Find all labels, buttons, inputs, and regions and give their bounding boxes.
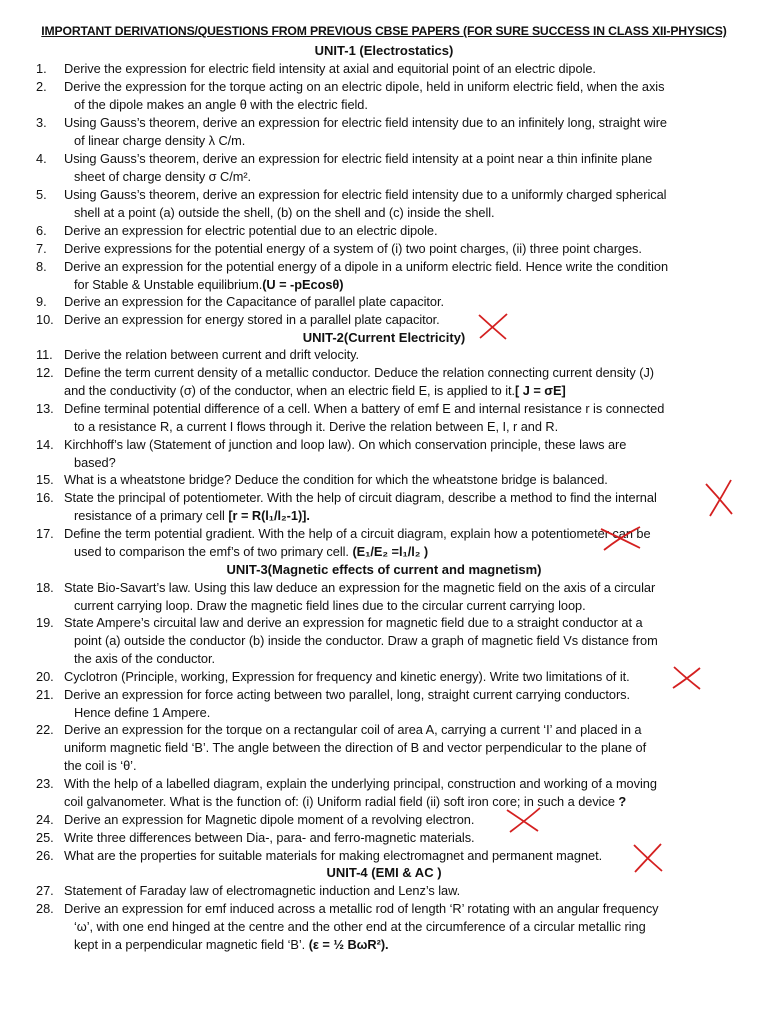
formula: (U = -pEcosθ) [262, 276, 344, 292]
question-number: 13. [36, 401, 54, 416]
question-21 [36, 686, 732, 722]
question-25 [36, 829, 732, 847]
question-number: 16. [36, 490, 54, 505]
cross-mark-icon [476, 312, 510, 342]
question-7 [36, 240, 732, 258]
question-number: 23. [36, 776, 54, 791]
question-number: 21. [36, 687, 54, 702]
cross-mark-icon [702, 478, 736, 518]
question-text-cont: and the conductivity (σ) of the conductor, when an electric field E, is applied to it. [64, 382, 516, 398]
question-6 [36, 222, 732, 240]
question-text: What are the properties for suitable materials for making electromagnet and permanent magnet. [64, 848, 603, 863]
question-number: 7. [36, 241, 47, 256]
question-text-cont: for Stable & Unstable equilibrium. [74, 276, 263, 292]
question-text: Using Gauss’s theorem, derive an expression for electric field intensity due to a uniformly charged spherical [64, 187, 667, 202]
question-number: 17. [36, 526, 54, 541]
question-text: Write three differences between Dia-, para- and ferro-magnetic materials. [64, 830, 475, 845]
question-text-cont: of the dipole makes an angle θ with the electric field. [74, 96, 368, 112]
question-14 [36, 436, 732, 472]
question-text-cont: of linear charge density λ C/m. [74, 132, 246, 148]
question-text: Derive an expression for Magnetic dipole moment of a revolving electron. [64, 812, 475, 827]
question-text: Derive the expression for the torque acting on an electric dipole, held in uniform electric field, when the axis [64, 79, 665, 94]
question-number: 5. [36, 187, 47, 202]
question-10 [36, 311, 732, 329]
question-text-cont: shell at a point (a) outside the shell, (b) on the shell and (c) inside the shell. [74, 204, 495, 220]
question-number: 8. [36, 259, 47, 274]
formula: ? [618, 793, 627, 809]
cross-mark-icon [598, 524, 644, 552]
question-number: 9. [36, 294, 47, 309]
question-text: State Ampere’s circuital law and derive an expression for magnetic field due to a straight conductor at a [64, 615, 643, 630]
question-text-cont: ‘ω’, with one end hinged at the centre and the other end at the circumference of a circular metallic ring [74, 918, 646, 934]
question-text: Derive expressions for the potential energy of a system of (i) two point charges, (ii) three point charges. [64, 241, 642, 256]
formula: (ε = ½ BωR²). [308, 936, 389, 952]
question-text-cont: uniform magnetic field ‘B’. The angle between the direction of B and vector perpendicular to the plane of [64, 739, 647, 755]
cross-mark-icon [504, 806, 544, 834]
question-text-cont: used to comparison the emf’s of two primary cell. [74, 543, 349, 559]
question-text: What is a wheatstone bridge? Deduce the condition for which the wheatstone bridge is balanced. [64, 472, 608, 487]
cross-mark-icon [670, 664, 704, 692]
question-20 [36, 668, 732, 686]
question-text: Kirchhoff’s law (Statement of junction and loop law). On which conservation principle, these laws are [64, 437, 627, 452]
question-text-cont: point (a) outside the conductor (b) inside the conductor. Draw a graph of magnetic field Vs distance from [74, 632, 658, 648]
question-text-cont: to a resistance R, a current I flows through it. Derive the relation between E, I, r and R. [74, 418, 559, 434]
question-text: Derive an expression for the Capacitance of parallel plate capacitor. [64, 294, 444, 309]
question-text: Derive an expression for electric potential due to an electric dipole. [64, 223, 438, 238]
question-text: With the help of a labelled diagram, explain the underlying principal, construction and working of a moving [64, 776, 657, 791]
question-27 [36, 882, 732, 900]
unit-1-heading: UNIT-1 (Electrostatics) [314, 43, 454, 58]
unit-4-heading: UNIT-4 (EMI & AC ) [326, 865, 442, 880]
question-26 [36, 847, 732, 865]
unit-2-heading: UNIT-2(Current Electricity) [302, 330, 466, 345]
question-text: Using Gauss’s theorem, derive an expression for electric field intensity at a point near a thin infinite plane [64, 151, 653, 166]
question-number: 2. [36, 79, 47, 94]
question-number: 3. [36, 115, 47, 130]
question-12 [36, 364, 732, 400]
question-text-cont: based? [74, 454, 116, 470]
question-text-cont: Hence define 1 Ampere. [74, 704, 211, 720]
document-title: IMPORTANT DERIVATIONS/QUESTIONS FROM PREVIOUS CBSE PAPERS (FOR SURE SUCCESS IN CLASS XII-PHYSICS) [41, 24, 727, 38]
question-number: 6. [36, 223, 47, 238]
question-number: 14. [36, 437, 54, 452]
formula: (E₁/E₂ =l₁/l₂ ) [352, 543, 429, 559]
question-text: Derive an expression for the torque on a rectangular coil of area A, carrying a current ‘I’ and placed in a [64, 722, 642, 737]
question-22 [36, 721, 732, 775]
question-1 [36, 60, 732, 78]
question-23 [36, 775, 732, 811]
question-text-cont: the coil is ‘θ’. [64, 757, 137, 773]
question-11 [36, 346, 732, 364]
question-28 [36, 900, 732, 954]
question-text: Statement of Faraday law of electromagnetic induction and Lenz’s law. [64, 883, 461, 898]
question-number: 20. [36, 669, 54, 684]
question-18 [36, 579, 732, 615]
question-number: 25. [36, 830, 54, 845]
question-19 [36, 614, 732, 668]
question-text: Define the term current density of a metallic conductor. Deduce the relation connecting current density (J) [64, 365, 655, 380]
question-text: Derive the expression for electric field intensity at axial and equitorial point of an electric dipole. [64, 61, 596, 76]
question-number: 22. [36, 722, 54, 737]
question-16 [36, 489, 732, 525]
question-number: 18. [36, 580, 54, 595]
question-number: 26. [36, 848, 54, 863]
question-text: Derive an expression for emf induced across a metallic rod of length ‘R’ rotating with an angular frequency [64, 901, 659, 916]
question-number: 12. [36, 365, 54, 380]
formula: [ J = σE] [515, 382, 566, 398]
question-text-cont: the axis of the conductor. [74, 650, 215, 666]
question-text: Using Gauss’s theorem, derive an expression for electric field intensity due to an infinitely long, straight wire [64, 115, 667, 130]
question-15 [36, 471, 732, 489]
question-number: 11. [36, 347, 53, 362]
question-number: 1. [36, 61, 47, 76]
question-text: Derive an expression for the potential energy of a dipole in a uniform electric field. Hence write the condition [64, 259, 669, 274]
question-3 [36, 114, 732, 150]
question-number: 15. [36, 472, 54, 487]
question-text: State the principal of potentiometer. With the help of circuit diagram, describe a method to find the internal [64, 490, 657, 505]
question-text: Define the term potential gradient. With the help of a circuit diagram, explain how a potentiometer can be [64, 526, 651, 541]
question-4 [36, 150, 732, 186]
question-2 [36, 78, 732, 114]
question-9 [36, 293, 732, 311]
question-text: Derive the relation between current and drift velocity. [64, 347, 360, 362]
question-5 [36, 186, 732, 222]
question-number: 19. [36, 615, 54, 630]
question-number: 24. [36, 812, 54, 827]
question-text-cont: resistance of a primary cell [74, 507, 225, 523]
question-text-cont: current carrying loop. Draw the magnetic field lines due to the circular current carrying loop. [74, 597, 586, 613]
question-text: Define terminal potential difference of a cell. When a battery of emf E and internal resistance r is connected [64, 401, 665, 416]
question-number: 10. [36, 312, 54, 327]
question-text: State Bio-Savart’s law. Using this law deduce an expression for the magnetic field on the axis of a circular [64, 580, 656, 595]
question-number: 4. [36, 151, 47, 166]
question-text-cont: kept in a perpendicular magnetic field ‘B’. [74, 936, 306, 952]
question-number: 28. [36, 901, 54, 916]
question-text: Derive an expression for force acting between two parallel, long, straight current carrying conductors. [64, 687, 631, 702]
cross-mark-icon [630, 842, 666, 874]
formula: [r = R(l₁/l₂-1)]. [228, 507, 310, 523]
question-text: Derive an expression for energy stored in a parallel plate capacitor. [64, 312, 440, 327]
question-text-cont: sheet of charge density σ C/m². [74, 168, 252, 184]
question-24 [36, 811, 732, 829]
question-8 [36, 258, 732, 294]
question-13 [36, 400, 732, 436]
question-number: 27. [36, 883, 54, 898]
question-text-cont: coil galvanometer. What is the function of: (i) Uniform radial field (ii) soft iron core; in such a device [64, 793, 615, 809]
question-text: Cyclotron (Principle, working, Expression for frequency and kinetic energy). Write two limitations of it. [64, 669, 630, 684]
unit-3-heading: UNIT-3(Magnetic effects of current and magnetism) [226, 562, 542, 577]
